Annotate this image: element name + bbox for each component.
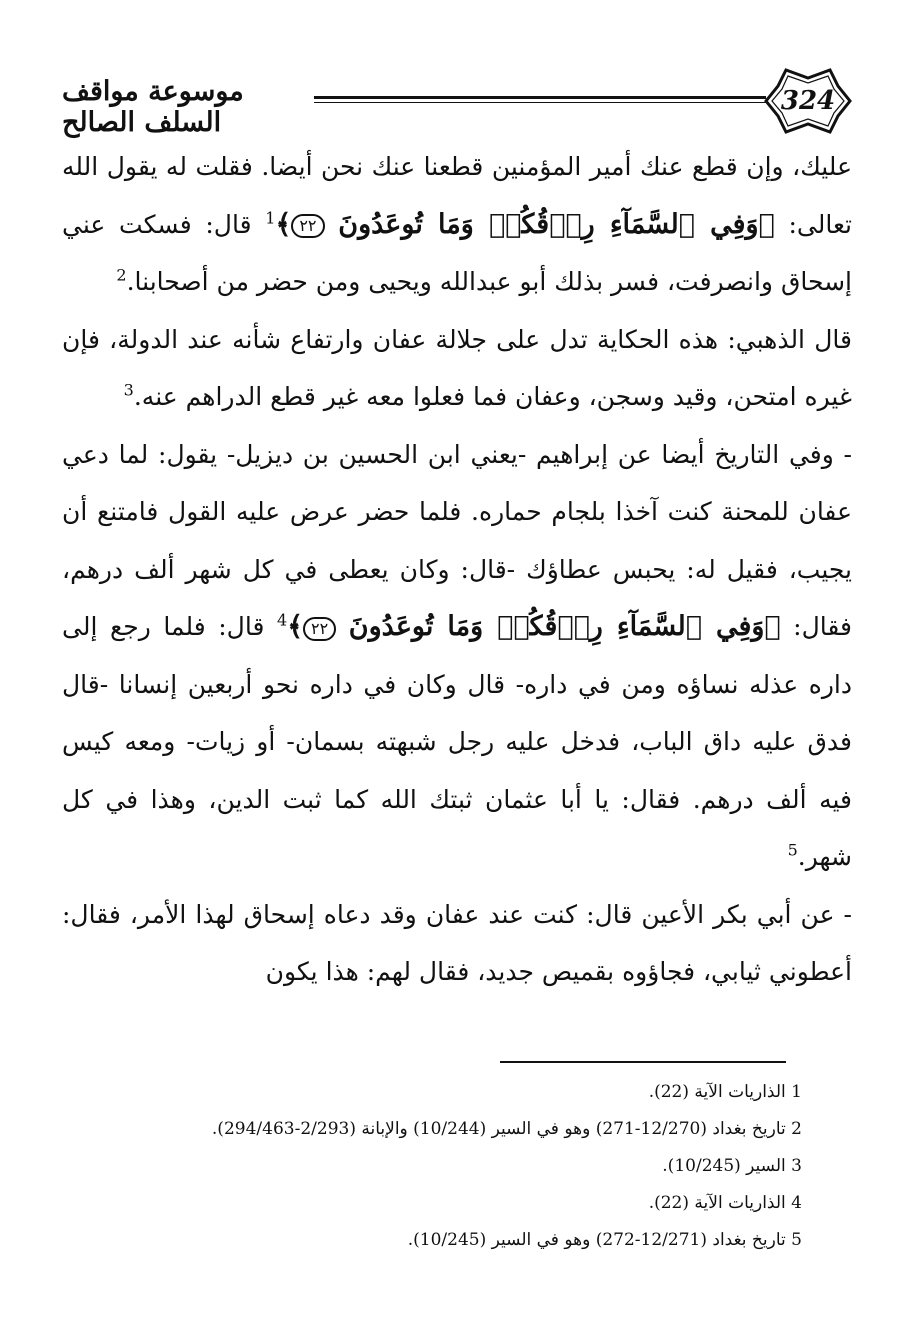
header-rule-thin [314,102,766,103]
paragraph-text: قال: فلما رجع إلى داره عذله نساؤه ومن في داره- قال وكان في داره نحو أربعين إنسانا -قال فدق عليه داق الباب، فدخل عليه رجل شبهته بسمان- أو زيات- ومعه كيس فيه ألف درهم. فقال: يا أبا عثمان ثبتك الله كما ثبت الدين، وهذا في كل شهر. [62,612,852,871]
quran-close: ﴾ [275,208,292,240]
footnote-item: 3 السير (10/245). [662,1156,802,1176]
footnote-separator [500,1061,786,1063]
ayah-number-marker: ٢٢ [303,617,336,641]
footnote-item: 2 تاريخ بغداد (12/270-271) وهو في السير (10/244) والإبانة (2/293-294/463). [211,1119,802,1139]
page-number-badge [764,68,852,134]
body-text [62,138,852,1001]
footnotes [62,1074,802,1259]
ayah-number-marker: ٢٢ [291,214,324,238]
series-title: موسوعة مواقف السلف الصالح [62,76,244,138]
paragraph [62,311,852,426]
paragraph-text: عليك، وإن قطع عنك أمير المؤمنين قطعنا عنك نحن أيضا. فقلت له يقول الله تعالى: [62,152,853,239]
paragraph-text: - وفي التاريخ أيضا عن إبراهيم -يعني ابن الحسين بن ديزيل- يقول: لما دعي عفان للمحنة كنت آخذا بلجام حماره. فلما حضر عرض عليه القول فامتنع أن يجيب، فقيل له: يحبس عطاؤك -قال: وكان يعطى في كل شهر ألف درهم، فقال: [62,439,852,641]
paragraph [62,886,852,1001]
paragraph-text: - عن أبي بكر الأعين قال: كنت عند عفان وقد دعاه إسحاق لهذا الأمر، فقال: أعطوني ثيابي، فجاؤوه بقميص جديد، فقال لهم: هذا يكون [62,899,852,986]
footnote-item: 1 الذاريات الآية (22). [648,1082,802,1102]
paragraph [62,426,852,886]
footnote-ref: 2 [116,265,127,285]
page-number: 324 [780,86,836,116]
footnote-item: 5 تاريخ بغداد (12/271-272) وهو في السير (10/245). [407,1230,802,1250]
paragraph-text: قال الذهبي: هذه الحكاية تدل على جلالة عفان وارتفاع شأنه عند الدولة، فإن غيره امتحن، وقيد وسجن، وعفان فما فعلوا معه غير قطع الدراهم عنه. [62,324,852,411]
quran-verse: ﴿وَفِي ٱلسَّمَآءِ رِزۡقُكُمۡ وَمَا تُوعَدُونَ [348,611,781,642]
footnote-ref: 4 [277,610,288,630]
page-header [62,70,852,138]
footnote-ref: 1 [265,208,276,228]
quran-verse: ﴿وَفِي ٱلسَّمَآءِ رِزۡقُكُمۡ وَمَا تُوعَدُونَ [338,208,775,240]
quran-close: ﴾ [287,611,304,642]
header-rule [314,96,766,99]
footnote-ref: 5 [787,840,798,860]
footnote-ref: 3 [123,380,134,400]
paragraph [62,138,852,311]
paragraph-text: قال: فسكت عني إسحاق وانصرفت، فسر بذلك أبو عبدالله ويحيى ومن حضر من أصحابنا. [62,209,852,296]
footnote-item: 4 الذاريات الآية (22). [648,1193,802,1213]
